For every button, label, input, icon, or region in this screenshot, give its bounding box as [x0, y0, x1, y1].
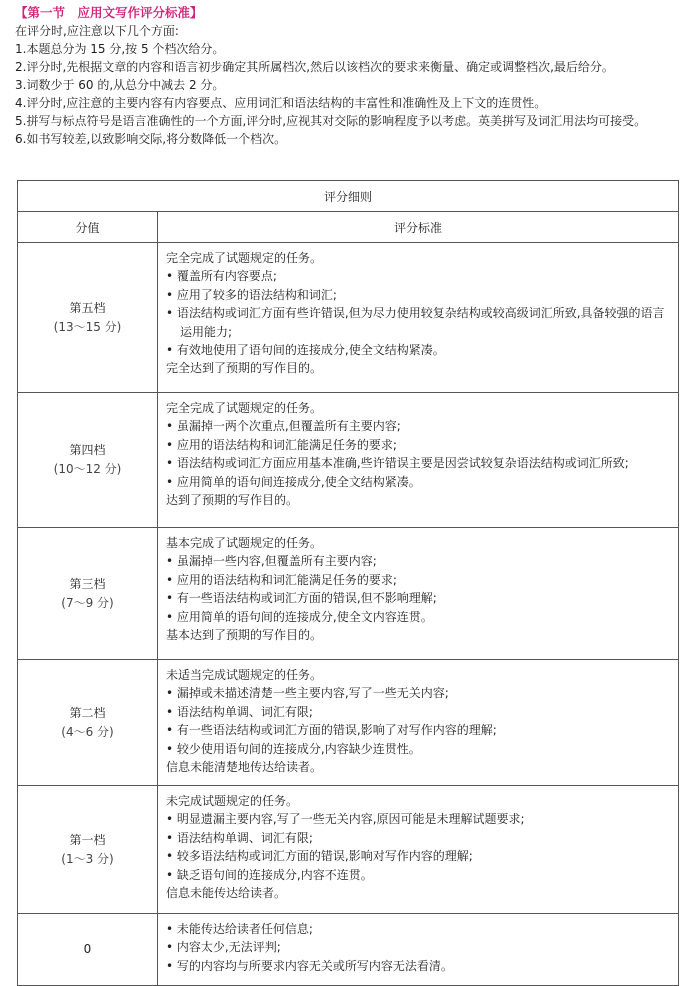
table-row	[18, 393, 679, 528]
table-row	[18, 914, 679, 986]
criteria-summary: 基本完成了试题规定的任务。	[166, 536, 323, 550]
grade-cell	[18, 528, 158, 660]
criteria-bullet: • 写的内容均与所要求内容无关或所写内容无法看清。	[166, 958, 453, 973]
criteria-bullet: • 应用的语法结构和词汇能满足任务的要求;	[166, 572, 397, 587]
table-row	[18, 528, 679, 660]
criteria-bullet: • 语法结构或词汇方面有些许错误,但为尽力使用较复杂结构或较高级词汇所致,具备较强的语言运用能力;	[166, 306, 665, 339]
grade-cell	[18, 243, 158, 393]
criteria-bullet: • 语法结构单调、词汇有限;	[166, 830, 313, 845]
criteria-bullet: • 漏掉或未描述清楚一些主要内容,写了一些无关内容;	[166, 686, 449, 701]
criteria-bullet: • 较少使用语句间的连接成分,内容缺少连贯性。	[166, 741, 421, 756]
criteria-summary: 基本达到了预期的写作目的。	[166, 628, 323, 643]
grade-cell	[18, 393, 158, 528]
intro-text: 在评分时,应注意以下几个方面:	[15, 24, 179, 38]
criteria-cell	[158, 660, 679, 786]
criteria-cell	[158, 528, 679, 660]
grade-score-range: (7～9 分)	[61, 595, 114, 610]
criteria-cell	[158, 914, 679, 986]
note-item: 1.本题总分为 15 分,按 5 个档次给分。	[15, 42, 225, 56]
note-item: 4.评分时,应注意的主要内容有内容要点、应用词汇和语法结构的丰富性和准确性及上下文的连贯性。	[15, 96, 547, 110]
criteria-bullet: • 应用简单的语句间的连接成分,使全文内容连贯。	[166, 609, 433, 624]
criteria-summary: 完全完成了试题规定的任务。	[166, 401, 323, 415]
criteria-bullet: • 应用简单的语句间连接成分,使全文结构紧凑。	[166, 474, 421, 489]
note-item: 5.拼写与标点符号是语言准确性的一个方面,评分时,应视其对交际的影响程度予以考虑。英美拼写及词汇用法均可接受。	[15, 114, 647, 128]
criteria-cell	[158, 243, 679, 393]
criteria-bullet: • 覆盖所有内容要点;	[166, 269, 277, 284]
criteria-bullet: • 较多语法结构或词汇方面的错误,影响对写作内容的理解;	[166, 849, 473, 864]
criteria-cell	[158, 786, 679, 914]
criteria-bullet: • 有一些语法结构或词汇方面的错误,但不影响理解;	[166, 591, 437, 606]
table-row	[18, 660, 679, 786]
grade-name: 第五档	[69, 300, 106, 315]
grade-name: 第一档	[69, 832, 106, 847]
criteria-summary: 未适当完成试题规定的任务。	[166, 668, 323, 682]
criteria-bullet: • 语法结构单调、词汇有限;	[166, 704, 313, 719]
criteria-bullet: • 有效地使用了语句间的连接成分,使全文结构紧凑。	[166, 343, 445, 358]
grade-name: 第四档	[69, 443, 106, 457]
criteria-bullet: • 缺乏语句间的连接成分,内容不连贯。	[166, 867, 373, 882]
rubric-table	[17, 180, 679, 986]
scoring-notes	[15, 40, 682, 148]
criteria-bullet: • 未能传达给读者任何信息;	[166, 922, 313, 936]
table-title: 评分细则	[18, 181, 679, 212]
column-header-score: 分值	[18, 212, 158, 243]
criteria-summary: 完全达到了预期的写作目的。	[166, 361, 323, 376]
criteria-bullet: • 语法结构或词汇方面应用基本准确,些许错误主要是因尝试较复杂语法结构或词汇所致;	[166, 456, 629, 471]
note-item: 6.如书写较差,以致影响交际,将分数降低一个档次。	[15, 132, 287, 146]
criteria-bullet: • 应用的语法结构和词汇能满足任务的要求;	[166, 437, 397, 452]
criteria-bullet: • 内容太少,无法评判;	[166, 940, 281, 955]
grade-cell	[18, 914, 158, 986]
grade-name: 第三档	[69, 576, 106, 591]
criteria-bullet: • 明显遗漏主要内容,写了一些无关内容,原因可能是未理解试题要求;	[166, 812, 525, 827]
column-header-standard: 评分标准	[158, 212, 679, 243]
criteria-summary: 未完成试题规定的任务。	[166, 794, 299, 808]
grade-score-range: (13～15 分)	[53, 319, 122, 334]
grade-cell	[18, 660, 158, 786]
criteria-summary: 信息未能传达给读者。	[166, 886, 287, 901]
criteria-summary: 信息未能清楚地传达给读者。	[166, 760, 323, 775]
criteria-summary: 完全完成了试题规定的任务。	[166, 251, 323, 265]
criteria-bullet: • 虽漏掉一些内容,但覆盖所有主要内容;	[166, 554, 377, 569]
grade-name: 0	[83, 942, 92, 956]
grade-name: 第二档	[69, 705, 106, 720]
criteria-bullet: • 虽漏掉一两个次重点,但覆盖所有主要内容;	[166, 419, 401, 434]
note-item: 3.词数少于 60 的,从总分中减去 2 分。	[15, 78, 225, 92]
criteria-bullet: • 有一些语法结构或词汇方面的错误,影响了对写作内容的理解;	[166, 723, 497, 738]
criteria-bullet: • 应用了较多的语法结构和词汇;	[166, 287, 337, 302]
rubric-body	[18, 243, 679, 986]
grade-score-range: (4～6 分)	[61, 724, 114, 739]
criteria-cell	[158, 393, 679, 528]
grade-cell	[18, 786, 158, 914]
grade-score-range: (1～3 分)	[61, 851, 114, 866]
table-row	[18, 243, 679, 393]
note-item: 2.评分时,先根据文章的内容和语言初步确定其所属档次,然后以该档次的要求来衡量、确定或调整档次,最后给分。	[15, 60, 614, 74]
criteria-summary: 达到了预期的写作目的。	[166, 493, 299, 508]
table-row	[18, 786, 679, 914]
section-heading: 【第一节 应用文写作评分标准】	[15, 5, 203, 20]
grade-score-range: (10～12 分)	[53, 462, 122, 476]
